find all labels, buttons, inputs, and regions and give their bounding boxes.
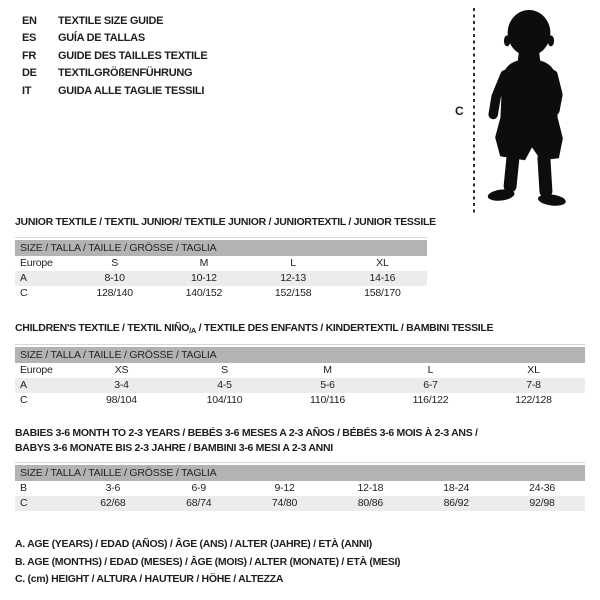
footnotes: [15, 536, 400, 589]
table-cell: 74/80: [271, 497, 298, 509]
language-code: EN: [22, 15, 37, 27]
table-cell: 8-10: [104, 272, 125, 284]
language-row-it: [22, 83, 207, 100]
children-table-title-post: / TEXTILE DES ENFANTS / KINDERTEXTIL / BAMBINI TESSILE: [196, 322, 494, 334]
babies-table-title-line1: BABIES 3-6 MONTH TO 2-3 YEARS / BEBÉS 3-6 MESES A 2-3 AÑOS / BÉBÉS 3-6 MOIS À 2-3 ANS /: [15, 427, 478, 439]
table-cell: 12-18: [357, 482, 384, 494]
table-cell: 68/74: [186, 497, 212, 509]
language-row-de: [22, 65, 207, 82]
babies-table-title: [15, 426, 478, 456]
table-row: [15, 393, 585, 408]
height-dotted-line: [473, 8, 475, 213]
row-label: C: [20, 394, 28, 406]
table-cell: 110/116: [310, 394, 345, 406]
language-row-fr: [22, 48, 207, 65]
height-marker-label: C: [455, 104, 464, 118]
language-row-es: [22, 30, 207, 47]
table-cell: 98/104: [106, 394, 137, 406]
table-row: [15, 271, 427, 286]
size-header-bar: SIZE / TALLA / TAILLE / GRÖSSE / TAGLIA: [15, 465, 585, 481]
table-cell: M: [199, 257, 209, 269]
table-cell: 6-9: [191, 482, 207, 494]
language-label: GUIDE DES TAILLES TEXTILE: [58, 49, 208, 62]
size-header-bar: SIZE / TALLA / TAILLE / GRÖSSE / TAGLIA: [15, 347, 585, 363]
table-cell: XS: [114, 364, 129, 376]
junior-table-title: [15, 216, 436, 228]
table-cell: 128/140: [96, 287, 133, 299]
table-row: [15, 378, 585, 393]
table-cell: 116/122: [412, 394, 449, 406]
row-label: A: [20, 379, 27, 391]
toddler-silhouette-icon: [486, 9, 576, 213]
language-code: DE: [22, 67, 37, 80]
junior-table: [15, 237, 427, 301]
footnote-c: C. (cm) HEIGHT / ALTURA / HAUTEUR / HÖHE / ALTEZZA: [15, 573, 284, 585]
table-cell: 3-6: [105, 482, 121, 494]
table-cell: 9-12: [274, 482, 295, 494]
row-label: C: [20, 287, 28, 299]
table-cell: 10-12: [190, 272, 217, 284]
table-cell: 7-8: [526, 379, 541, 391]
language-label: GUIDA ALLE TAGLIE TESSILI: [58, 84, 205, 97]
table-cell: 5-6: [320, 379, 335, 391]
row-label: Europe: [20, 364, 53, 376]
size-header-bar: SIZE / TALLA / TAILLE / GRÖSSE / TAGLIA: [15, 240, 427, 256]
table-cell: 6-7: [423, 379, 438, 391]
table-cell: L: [290, 257, 296, 269]
table-cell: 4-5: [217, 379, 232, 391]
language-label: TEXTILGRÖßENFÜHRUNG: [58, 67, 193, 80]
table-cell: 18-24: [443, 482, 470, 494]
language-list: [22, 13, 207, 100]
children-table-title: [15, 322, 493, 335]
table-cell: 158/170: [364, 287, 401, 299]
table-cell: S: [221, 364, 228, 376]
table-cell: 80/86: [357, 497, 384, 509]
babies-table-title-line2: BABYS 3-6 MONATE BIS 2-3 JAHRE / BAMBINI 3-6 MESI A 2-3 ANNI: [15, 442, 333, 454]
table-cell: M: [323, 364, 332, 376]
table-cell: 122/128: [515, 394, 552, 406]
table-row: [15, 496, 585, 511]
language-row-en: [22, 13, 207, 30]
row-label: B: [20, 482, 27, 494]
language-code: ES: [22, 32, 37, 45]
table-cell: 12-13: [280, 272, 307, 284]
children-table-title-pre: CHILDREN'S TEXTILE / TEXTIL NIÑO: [15, 322, 190, 334]
children-table-title-sub: /A: [189, 326, 197, 335]
language-label: GUÍA DE TALLAS: [58, 32, 145, 45]
table-cell: XL: [376, 257, 389, 269]
junior-table-title-text: JUNIOR TEXTILE / TEXTIL JUNIOR/ TEXTILE JUNIOR / JUNIORTEXTIL / JUNIOR TESSILE: [15, 216, 436, 228]
table-row: [15, 286, 427, 301]
language-code: FR: [22, 49, 37, 62]
language-code: IT: [22, 84, 32, 97]
footnote-a: A. AGE (YEARS) / EDAD (AÑOS) / ÂGE (ANS) / ALTER (JAHRE) / ETÀ (ANNI): [15, 538, 372, 550]
table-row: [15, 481, 585, 496]
table-row: [15, 363, 585, 378]
table-row: [15, 256, 427, 271]
table-cell: L: [427, 364, 434, 376]
table-cell: 104/110: [206, 394, 243, 406]
language-label: TEXTILE SIZE GUIDE: [58, 15, 164, 27]
table-cell: 92/98: [529, 497, 555, 509]
row-label: A: [20, 272, 27, 284]
table-cell: 24-36: [529, 482, 555, 494]
table-cell: 152/158: [274, 287, 312, 299]
children-table: [15, 344, 585, 408]
table-cell: XL: [527, 364, 540, 376]
table-cell: 62/68: [100, 497, 126, 509]
row-label: C: [20, 497, 28, 509]
table-cell: 3-4: [114, 379, 129, 391]
table-cell: 14-16: [369, 272, 396, 284]
table-cell: 140/152: [185, 287, 223, 299]
table-cell: S: [111, 257, 119, 269]
babies-table: [15, 462, 585, 511]
table-cell: 86/92: [443, 497, 469, 509]
footnote-b: B. AGE (MONTHS) / EDAD (MESES) / ÂGE (MOIS) / ALTER (MONATE) / ETÀ (MESI): [15, 555, 401, 568]
row-label: Europe: [20, 257, 53, 269]
